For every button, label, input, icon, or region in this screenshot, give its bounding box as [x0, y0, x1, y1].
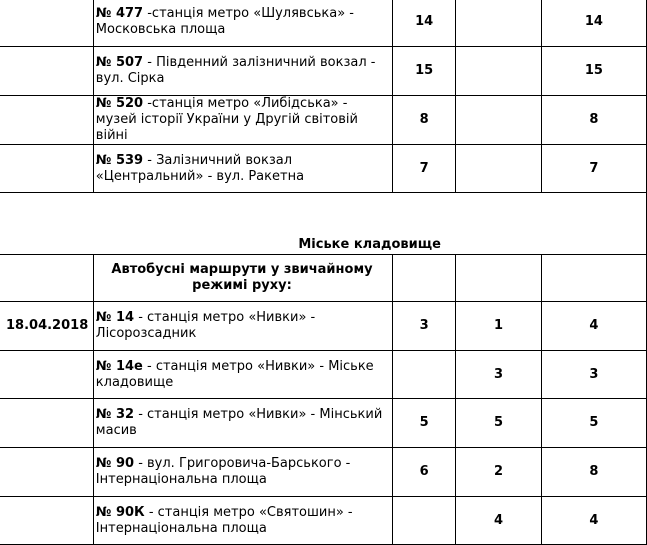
route-cell: № 14 - станція метро «Нивки» - Лісорозсадник	[93, 302, 392, 351]
value-cell: 15	[393, 47, 456, 96]
table-row	[0, 302, 647, 351]
value-cell: 4	[541, 302, 646, 351]
value-cell	[393, 497, 456, 545]
value-cell: 14	[393, 0, 456, 47]
value-cell	[456, 145, 542, 193]
table-row	[0, 0, 647, 47]
route-cell: № 32 - станція метро «Нивки» - Мінський масив	[93, 399, 392, 448]
value-cell: 1	[456, 302, 542, 351]
route-cell: № 507 - Південний залізничний вокзал - вул. Сірка	[93, 47, 392, 96]
value-cell: 14	[541, 0, 646, 47]
subheader: Автобусні маршрути у звичайному режимі руху:	[93, 255, 392, 302]
route-cell: № 14е - станція метро «Нивки» - Міське кладовище	[93, 351, 392, 399]
section-title: Міське кладовище	[93, 193, 646, 255]
table-row	[0, 497, 647, 545]
value-cell: 2	[456, 448, 542, 497]
value-cell: 3	[393, 302, 456, 351]
route-cell: № 539 - Залізничний вокзал «Центральний» - вул. Ракетна	[93, 145, 392, 193]
value-cell	[456, 96, 542, 145]
subheader-row	[0, 255, 647, 302]
table-row	[0, 351, 647, 399]
route-cell: № 477 -станція метро «Шулявська» - Московська площа	[93, 0, 392, 47]
value-cell: 3	[541, 351, 646, 399]
value-cell: 6	[393, 448, 456, 497]
section-row	[0, 193, 647, 255]
route-cell: № 520 -станція метро «Либідська» - музей історії України у Другій світовій війні	[93, 96, 392, 145]
value-cell: 3	[456, 351, 542, 399]
value-cell: 5	[393, 399, 456, 448]
value-cell	[456, 47, 542, 96]
value-cell: 4	[541, 497, 646, 545]
table-row	[0, 96, 647, 145]
value-cell: 7	[393, 145, 456, 193]
value-cell: 5	[456, 399, 542, 448]
table-row	[0, 448, 647, 497]
date-cell: 18.04.2018	[0, 302, 93, 351]
value-cell: 7	[541, 145, 646, 193]
route-cell: № 90К - станція метро «Святошин» - Інтернаціональна площа	[93, 497, 392, 545]
value-cell: 5	[541, 399, 646, 448]
value-cell: 15	[541, 47, 646, 96]
value-cell	[456, 0, 542, 47]
route-cell: № 90 - вул. Григоровича-Барського - Інтернаціональна площа	[93, 448, 392, 497]
table-row	[0, 47, 647, 96]
value-cell: 8	[393, 96, 456, 145]
value-cell: 8	[541, 448, 646, 497]
value-cell	[393, 351, 456, 399]
table-row	[0, 145, 647, 193]
value-cell: 8	[541, 96, 646, 145]
value-cell: 4	[456, 497, 542, 545]
table-row	[0, 399, 647, 448]
